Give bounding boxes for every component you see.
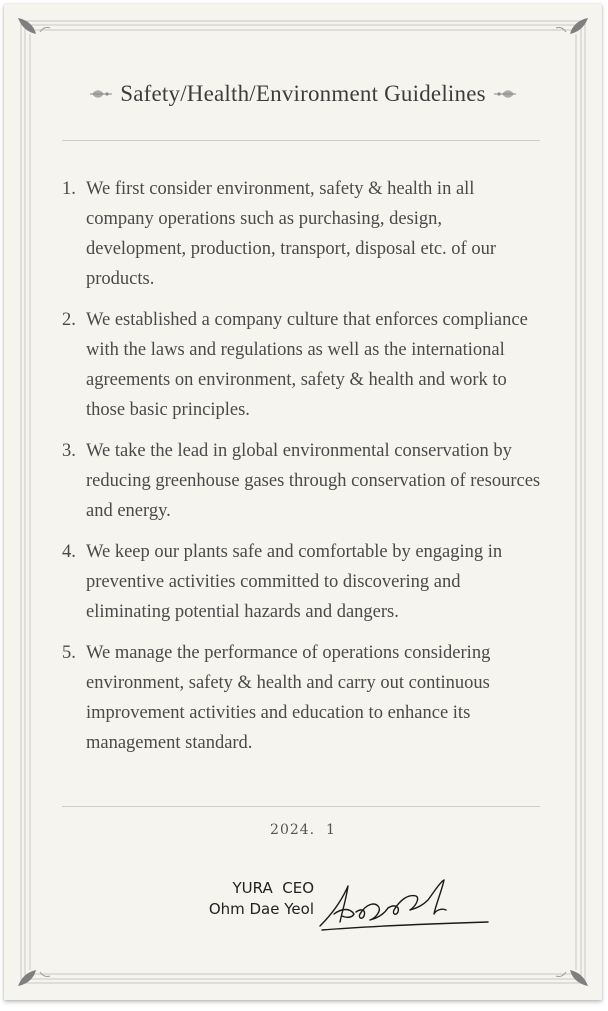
item-number: 4. [62, 542, 76, 562]
bottom-divider [62, 806, 540, 807]
item-text: We established a company culture that enforces compliance with the laws and regulations as well as the international agreements on environment, safety & health and work to those basic principles. [86, 310, 528, 420]
list-item [62, 436, 542, 526]
leaf-ornament-icon [494, 87, 516, 101]
list-item [62, 537, 542, 627]
item-text: We take the lead in global environmental conservation by reducing greenhouse gases through conservation of resources and energy. [86, 441, 541, 521]
guidelines-card [4, 4, 602, 1000]
leaf-ornament-icon [90, 87, 112, 101]
guidelines-list [62, 174, 542, 769]
issue-date: 2024. 1 [270, 822, 336, 838]
signatory-block [184, 878, 314, 920]
list-item [62, 174, 542, 294]
item-text: We first consider environment, safety & health in all company operations such as purchasing, design, development, production, transport, disposal etc. of our products. [86, 179, 496, 289]
signatory-title: YURA CEO [232, 879, 314, 897]
list-item [62, 638, 542, 758]
item-number: 5. [62, 643, 76, 663]
list-item [62, 305, 542, 425]
item-number: 2. [62, 310, 76, 330]
signatory-name: Ohm Dae Yeol [208, 900, 314, 918]
item-number: 1. [62, 179, 76, 199]
signature-image [312, 874, 492, 934]
top-divider [62, 140, 540, 141]
item-number: 3. [62, 441, 76, 461]
item-text: We manage the performance of operations considering environment, safety & health and carry out continuous improvement activities and education to enhance its management standard. [86, 643, 491, 753]
title-row [4, 76, 602, 112]
page-title: Safety/Health/Environment Guidelines [120, 81, 486, 106]
item-text: We keep our plants safe and comfortable by engaging in preventive activities committed to discovering and eliminating potential hazards and dangers. [86, 542, 503, 622]
